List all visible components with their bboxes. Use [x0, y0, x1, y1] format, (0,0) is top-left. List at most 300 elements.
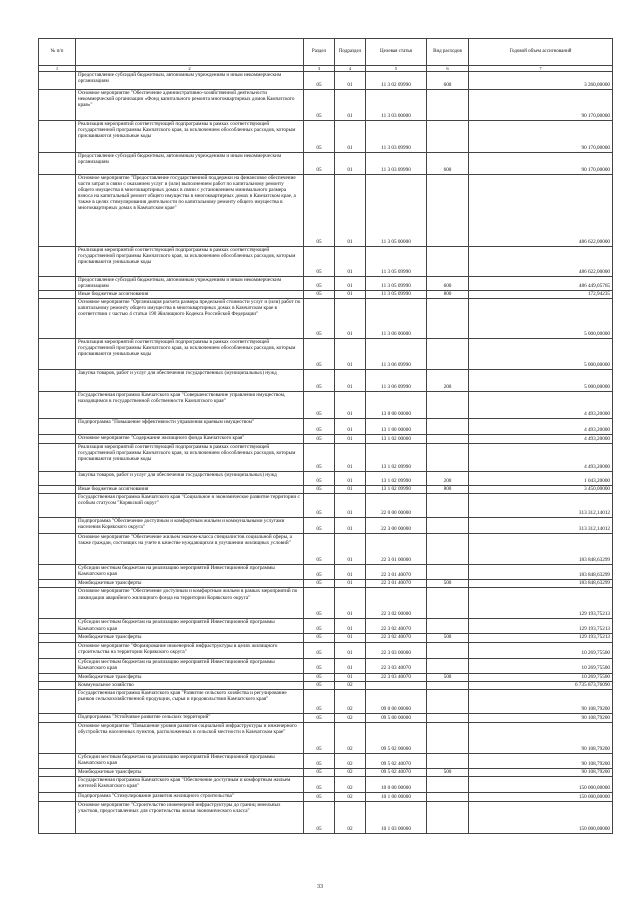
row-razdel: 05: [304, 658, 335, 673]
table-row: [39, 435, 613, 444]
table-row: [39, 72, 613, 90]
table-row: [39, 392, 613, 419]
row-num: [39, 247, 76, 277]
row-razdel: 05: [304, 90, 335, 121]
row-amount: 90 108,79200: [469, 713, 613, 722]
row-podrazdel: 02: [335, 722, 366, 753]
row-podrazdel: 01: [335, 247, 366, 277]
table-header-row: [39, 39, 613, 66]
row-amount: 4 493,20000: [469, 419, 613, 435]
table-row: [39, 658, 613, 673]
row-amount: 90 170,00000: [469, 90, 613, 121]
row-podrazdel: 01: [335, 642, 366, 658]
row-vid: 200: [427, 472, 469, 486]
row-num: [39, 494, 76, 518]
row-podrazdel: 01: [335, 634, 366, 642]
row-podrazdel: 01: [335, 435, 366, 444]
budget-table: [38, 38, 613, 834]
row-stat: 09 5 02 40070: [366, 753, 427, 768]
header-vid: Вид расходов: [427, 39, 469, 66]
row-razdel: 05: [304, 681, 335, 689]
row-name: Государственная программа Камчатского края "Обеспечение доступным и комфортным жильем жителей Камчатского края": [76, 776, 304, 792]
row-amount: 150 000,00000: [469, 801, 613, 833]
row-amount: 183 848,63299: [469, 580, 613, 588]
row-vid: [427, 753, 469, 768]
row-stat: 10 1 03 00000: [366, 801, 427, 833]
row-vid: [427, 90, 469, 121]
row-amount: 4 493,20000: [469, 444, 613, 472]
row-razdel: 05: [304, 768, 335, 776]
row-name: Подпрограмма "Стимулирование развития жилищного строительства": [76, 792, 304, 801]
row-podrazdel: 01: [335, 419, 366, 435]
table-row: [39, 642, 613, 658]
row-podrazdel: 02: [335, 713, 366, 722]
row-num: [39, 435, 76, 444]
table-row: [39, 689, 613, 713]
row-vid: [427, 776, 469, 792]
row-razdel: 05: [304, 565, 335, 580]
row-name: Реализация мероприятий соответствующей подпрограммы в рамках соответствующей государственной программы Камчатского края, за исключением обособленных расходов, которым присваиваются уникальные коды: [76, 247, 304, 277]
row-razdel: 05: [304, 419, 335, 435]
row-num: [39, 175, 76, 247]
row-vid: [427, 247, 469, 277]
row-amount: 5 000,00000: [469, 339, 613, 370]
row-vid: [427, 642, 469, 658]
table-row: [39, 299, 613, 339]
row-vid: 600: [427, 153, 469, 175]
row-num: [39, 472, 76, 486]
row-amount: 486 622,00000: [469, 175, 613, 247]
row-podrazdel: 01: [335, 72, 366, 90]
row-stat: 22 3 03 40070: [366, 658, 427, 673]
row-amount: 90 108,79200: [469, 689, 613, 713]
row-amount: 129 193,75213: [469, 588, 613, 619]
table-body: [39, 72, 613, 834]
row-razdel: 05: [304, 299, 335, 339]
row-stat: 09 5 02 40070: [366, 768, 427, 776]
row-vid: [427, 339, 469, 370]
table-row: [39, 713, 613, 722]
row-name: Основное мероприятие "Содержание жилищного фонда Камчатского края": [76, 435, 304, 444]
row-num: [39, 792, 76, 801]
row-razdel: 05: [304, 642, 335, 658]
row-stat: 11 3 03 09990: [366, 153, 427, 175]
row-podrazdel: 02: [335, 801, 366, 833]
row-name: Реализация мероприятий соответствующей подпрограммы в рамках соответствующей государственной программы Камчатского края, за исключением обособленных расходов, которым присваиваются уникальные коды: [76, 121, 304, 153]
row-num: [39, 444, 76, 472]
row-num: [39, 619, 76, 634]
row-name: Основное мероприятие "Повышение уровня развития социальной инфраструктуры и инженерного обустройства населенных пунктов, расположенных в сельской местности в Камчатском крае": [76, 722, 304, 753]
row-name: Субсидии местным бюджетам на реализацию мероприятий Инвестиционной программы Камчатского края: [76, 619, 304, 634]
row-num: [39, 72, 76, 90]
row-razdel: 05: [304, 722, 335, 753]
table-row: [39, 801, 613, 833]
row-podrazdel: 01: [335, 299, 366, 339]
row-num: [39, 689, 76, 713]
column-number: 2: [76, 66, 304, 72]
row-razdel: 05: [304, 392, 335, 419]
row-stat: 10 0 00 00000: [366, 776, 427, 792]
row-stat: 13 1 00 00000: [366, 419, 427, 435]
row-amount: 90 108,79200: [469, 768, 613, 776]
row-amount: 10 269,75500: [469, 658, 613, 673]
row-amount: 5 000,00000: [469, 299, 613, 339]
row-stat: 22 0 00 00000: [366, 494, 427, 518]
row-stat: 11 3 05 09990: [366, 291, 427, 299]
row-stat: 13 1 02 00000: [366, 435, 427, 444]
row-name: Межбюджетные трансферты: [76, 634, 304, 642]
table-row: [39, 444, 613, 472]
row-razdel: 05: [304, 291, 335, 299]
row-num: [39, 339, 76, 370]
row-razdel: 05: [304, 247, 335, 277]
row-podrazdel: 02: [335, 776, 366, 792]
row-name: Государственная программа Камчатского края "Социальное и экономическое развитие территории с особым статусом "Корякский округ": [76, 494, 304, 518]
row-amount: 313 312,14012: [469, 494, 613, 518]
row-num: [39, 518, 76, 534]
row-name: Коммунальное хозяйство: [76, 681, 304, 689]
row-razdel: 05: [304, 753, 335, 768]
row-stat: 22 3 00 00000: [366, 518, 427, 534]
row-razdel: 05: [304, 72, 335, 90]
row-amount: 486 449,05765: [469, 277, 613, 291]
row-vid: [427, 392, 469, 419]
row-amount: 150 000,00000: [469, 776, 613, 792]
row-razdel: 05: [304, 277, 335, 291]
row-amount: 90 108,79200: [469, 753, 613, 768]
row-razdel: 05: [304, 486, 335, 494]
table-row: [39, 277, 613, 291]
row-razdel: 05: [304, 713, 335, 722]
row-amount: 129 193,75213: [469, 634, 613, 642]
row-name: Субсидии местным бюджетам на реализацию мероприятий Инвестиционной программы Камчатского края: [76, 565, 304, 580]
row-stat: 11 3 06 09990: [366, 370, 427, 392]
row-amount: 4 493,20000: [469, 392, 613, 419]
row-num: [39, 753, 76, 768]
row-vid: [427, 494, 469, 518]
column-number: 1: [39, 66, 76, 72]
table-row: [39, 494, 613, 518]
table-row: [39, 681, 613, 689]
row-num: [39, 565, 76, 580]
row-num: [39, 658, 76, 673]
row-razdel: 05: [304, 153, 335, 175]
row-razdel: 05: [304, 339, 335, 370]
row-name: Реализация мероприятий соответствующей подпрограммы в рамках соответствующей государственной программы Камчатского края, за исключением обособленных расходов, которым присваиваются уникальные коды: [76, 444, 304, 472]
row-razdel: 05: [304, 435, 335, 444]
row-vid: [427, 801, 469, 833]
row-razdel: 05: [304, 121, 335, 153]
row-stat: 13 1 02 09990: [366, 472, 427, 486]
row-num: [39, 673, 76, 681]
row-vid: [427, 681, 469, 689]
row-name: Государственная программа Камчатского края "Совершенствование управления имуществом, находящимся в государственной собственности Камчатского края": [76, 392, 304, 419]
row-podrazdel: 01: [335, 588, 366, 619]
row-stat: 11 3 06 09990: [366, 339, 427, 370]
row-razdel: 05: [304, 580, 335, 588]
row-stat: 22 3 03 40070: [366, 673, 427, 681]
row-amount: 3 260,00000: [469, 72, 613, 90]
row-amount: 6 735 873,76090: [469, 681, 613, 689]
table-row: [39, 370, 613, 392]
header-razdel: Раздел: [304, 39, 335, 66]
row-razdel: 05: [304, 792, 335, 801]
header-name: [76, 39, 304, 66]
row-podrazdel: 01: [335, 392, 366, 419]
row-stat: 10 1 00 00000: [366, 792, 427, 801]
column-number: 6: [427, 66, 469, 72]
table-row: [39, 518, 613, 534]
row-podrazdel: 01: [335, 90, 366, 121]
row-vid: [427, 419, 469, 435]
row-podrazdel: 01: [335, 339, 366, 370]
row-num: [39, 634, 76, 642]
row-razdel: 05: [304, 776, 335, 792]
row-stat: 22 3 02 40070: [366, 634, 427, 642]
row-razdel: 05: [304, 494, 335, 518]
row-num: [39, 713, 76, 722]
header-podrazdel: Подраздел: [335, 39, 366, 66]
table-row: [39, 580, 613, 588]
column-number: 4: [335, 66, 366, 72]
row-podrazdel: 01: [335, 494, 366, 518]
table-row: [39, 753, 613, 768]
row-vid: [427, 121, 469, 153]
row-num: [39, 277, 76, 291]
row-stat: 22 3 01 40070: [366, 565, 427, 580]
row-stat: 22 3 01 40070: [366, 580, 427, 588]
row-vid: [427, 175, 469, 247]
table-row: [39, 153, 613, 175]
row-stat: 11 3 06 00000: [366, 299, 427, 339]
row-stat: [366, 681, 427, 689]
row-stat: 13 1 02 09990: [366, 444, 427, 472]
row-name: Основное мероприятие "Обеспечение административно-хозяйственной деятельности некоммерческой организации «Фонд капитального ремонта многоквартирных домов Камчатского края»": [76, 90, 304, 121]
row-num: [39, 291, 76, 299]
row-stat: 22 3 01 00000: [366, 534, 427, 565]
row-num: [39, 534, 76, 565]
row-name: Межбюджетные трансферты: [76, 580, 304, 588]
row-amount: 183 848,63299: [469, 534, 613, 565]
table-row: [39, 768, 613, 776]
row-name: Предоставление субсидий бюджетным, автономным учреждениям и иным некоммерческим организациям: [76, 277, 304, 291]
table-row: [39, 419, 613, 435]
row-podrazdel: 02: [335, 792, 366, 801]
row-stat: 13 0 00 00000: [366, 392, 427, 419]
row-num: [39, 153, 76, 175]
table-row: [39, 673, 613, 681]
row-podrazdel: 01: [335, 444, 366, 472]
row-amount: 90 170,00000: [469, 153, 613, 175]
table-row: [39, 291, 613, 299]
row-podrazdel: 01: [335, 486, 366, 494]
row-razdel: 05: [304, 588, 335, 619]
row-num: [39, 588, 76, 619]
table-row: [39, 565, 613, 580]
row-amount: 129 193,75213: [469, 619, 613, 634]
row-amount: 5 000,00000: [469, 370, 613, 392]
row-name: Подпрограмма "Устойчивое развитие сельских территорий": [76, 713, 304, 722]
row-name: Основное мероприятие "Формирование инженерной инфраструктуры в целях жилищного строительства на территории Корякского округа": [76, 642, 304, 658]
row-name: Закупка товаров, работ и услуг для обеспечения государственных (муниципальных) нужд: [76, 472, 304, 486]
table-row: [39, 634, 613, 642]
row-razdel: 05: [304, 370, 335, 392]
row-vid: 200: [427, 370, 469, 392]
row-vid: [427, 658, 469, 673]
row-vid: [427, 713, 469, 722]
header-amount: Годовой объем ассигнований: [469, 39, 613, 66]
row-name: Субсидии местным бюджетам на реализацию мероприятий Инвестиционной программы Камчатского края: [76, 658, 304, 673]
row-podrazdel: 01: [335, 580, 366, 588]
row-vid: [427, 792, 469, 801]
row-num: [39, 776, 76, 792]
row-num: [39, 486, 76, 494]
row-stat: 11 3 03 09990: [366, 121, 427, 153]
row-num: [39, 580, 76, 588]
row-num: [39, 722, 76, 753]
row-podrazdel: 02: [335, 689, 366, 713]
row-podrazdel: 01: [335, 472, 366, 486]
row-num: [39, 642, 76, 658]
row-name: Закупка товаров, работ и услуг для обеспечения государственных (муниципальных) нужд: [76, 370, 304, 392]
row-num: [39, 768, 76, 776]
row-razdel: 05: [304, 175, 335, 247]
row-name: Основное мероприятие "Предоставление государственной поддержки на финансовое обеспечение части затрат в связи с оказанием услуг и (или) выполнением работ по капитальному ремонту общего имущества в многоквартирных домах в связи с установлением минимального размера взноса на капитальный ремонт общего имущества в многоквартирных домах в Камчатском крае, а также в целях стимулирования деятельности по капитальному ремонту общего имущества в многоквартирных домах в Камчатском крае": [76, 175, 304, 247]
row-vid: [427, 534, 469, 565]
row-razdel: 05: [304, 534, 335, 565]
row-stat: 22 3 02 00000: [366, 588, 427, 619]
column-number: 3: [304, 66, 335, 72]
row-stat: 09 0 00 00000: [366, 689, 427, 713]
row-stat: 09 5 02 00000: [366, 722, 427, 753]
row-razdel: 05: [304, 634, 335, 642]
row-razdel: 05: [304, 673, 335, 681]
row-stat: 22 3 03 00000: [366, 642, 427, 658]
row-stat: 09 5 00 00000: [366, 713, 427, 722]
row-podrazdel: 02: [335, 681, 366, 689]
row-name: Межбюджетные трансферты: [76, 768, 304, 776]
table-row: [39, 776, 613, 792]
row-stat: 13 1 02 09990: [366, 486, 427, 494]
row-vid: [427, 435, 469, 444]
row-vid: 500: [427, 634, 469, 642]
row-amount: 4 493,20000: [469, 435, 613, 444]
table-row: [39, 175, 613, 247]
table-row: [39, 588, 613, 619]
row-name: Предоставление субсидий бюджетным, автономным учреждениям и иным некоммерческим организациям: [76, 153, 304, 175]
row-razdel: 05: [304, 518, 335, 534]
row-podrazdel: 01: [335, 153, 366, 175]
row-razdel: 05: [304, 472, 335, 486]
column-number: 7: [469, 66, 613, 72]
row-num: [39, 681, 76, 689]
row-num: [39, 90, 76, 121]
table-row: [39, 792, 613, 801]
row-vid: [427, 689, 469, 713]
row-name: Иные бюджетные ассигнования: [76, 486, 304, 494]
row-amount: 486 622,00000: [469, 247, 613, 277]
table-row: [39, 247, 613, 277]
row-razdel: 05: [304, 801, 335, 833]
row-vid: 500: [427, 673, 469, 681]
row-vid: 500: [427, 768, 469, 776]
row-podrazdel: 01: [335, 175, 366, 247]
row-vid: [427, 722, 469, 753]
row-podrazdel: 01: [335, 619, 366, 634]
row-vid: 800: [427, 486, 469, 494]
row-name: Основное мероприятие "Организация расчета размера предельной стоимости услуг и (или) работ по капитальному ремонту общего имущества в многоквартирных домах в Камчатском крае в соответствии с частью 4 статьи 190 Жилищного Кодекса Российской Федерации": [76, 299, 304, 339]
row-podrazdel: 01: [335, 277, 366, 291]
row-vid: [427, 444, 469, 472]
row-podrazdel: 01: [335, 565, 366, 580]
row-name: Основное мероприятие "Обеспечение доступным и комфортным жильем в рамках мероприятий по ликвидации аварийного жилищного фонда на территории Корякского округа": [76, 588, 304, 619]
row-vid: [427, 299, 469, 339]
row-amount: 90 170,00000: [469, 121, 613, 153]
row-num: [39, 121, 76, 153]
row-podrazdel: 01: [335, 518, 366, 534]
row-vid: [427, 565, 469, 580]
row-podrazdel: 01: [335, 121, 366, 153]
row-stat: 11 3 03 00000: [366, 90, 427, 121]
row-stat: 11 3 05 09990: [366, 247, 427, 277]
row-amount: 150 000,00000: [469, 792, 613, 801]
row-num: [39, 299, 76, 339]
row-vid: 600: [427, 72, 469, 90]
table-row: [39, 722, 613, 753]
row-podrazdel: 01: [335, 534, 366, 565]
table-row: [39, 486, 613, 494]
row-razdel: 05: [304, 619, 335, 634]
row-name: Субсидии местным бюджетам на реализацию мероприятий Инвестиционной программы Камчатского края: [76, 753, 304, 768]
row-vid: [427, 619, 469, 634]
row-vid: 800: [427, 291, 469, 299]
row-vid: 600: [427, 277, 469, 291]
table-row: [39, 472, 613, 486]
row-amount: 183 848,63299: [469, 565, 613, 580]
row-name: Государственная программа Камчатского края "Развитие сельского хозяйства и регулирование рынков сельскохозяйственной продукции, сырья и продовольствия Камчатского края": [76, 689, 304, 713]
row-podrazdel: 02: [335, 753, 366, 768]
row-vid: [427, 518, 469, 534]
row-amount: 313 312,14012: [469, 518, 613, 534]
row-podrazdel: 01: [335, 291, 366, 299]
header-num: № п/п: [39, 39, 76, 66]
row-name: Иные бюджетные ассигнования: [76, 291, 304, 299]
row-razdel: 05: [304, 689, 335, 713]
table-row: [39, 90, 613, 121]
row-num: [39, 392, 76, 419]
column-number: 5: [366, 66, 427, 72]
row-amount: 1 043,20000: [469, 472, 613, 486]
row-stat: 11 3 05 00000: [366, 175, 427, 247]
row-name: Основное мероприятие "Строительство инженерной инфраструктуры до границ земельных участков, предоставленных для строительства жилья экономического класса": [76, 801, 304, 833]
row-name: Предоставление субсидий бюджетным, автономным учреждениям и иным некоммерческим организациям: [76, 72, 304, 90]
row-num: [39, 801, 76, 833]
row-amount: 10 269,75500: [469, 642, 613, 658]
header-stat: Целевая статья: [366, 39, 427, 66]
row-vid: [427, 588, 469, 619]
row-amount: 3 450,00000: [469, 486, 613, 494]
row-podrazdel: 01: [335, 370, 366, 392]
table-row: [39, 534, 613, 565]
page-number: 33: [317, 884, 323, 890]
row-name: Реализация мероприятий соответствующей подпрограммы в рамках соответствующей государственной программы Камчатского края, за исключением обособленных расходов, которым присваиваются уникальные коды: [76, 339, 304, 370]
row-num: [39, 370, 76, 392]
row-razdel: 05: [304, 444, 335, 472]
row-name: Межбюджетные трансферты: [76, 673, 304, 681]
row-stat: 22 3 02 40070: [366, 619, 427, 634]
row-stat: 11 3 05 09990: [366, 277, 427, 291]
row-name: Основное мероприятие "Обеспечение жильем эконом-класса специалистов социальной сферы, а также граждан, состоящих на учете в качестве нуждающихся в улучшении жилищных условий": [76, 534, 304, 565]
